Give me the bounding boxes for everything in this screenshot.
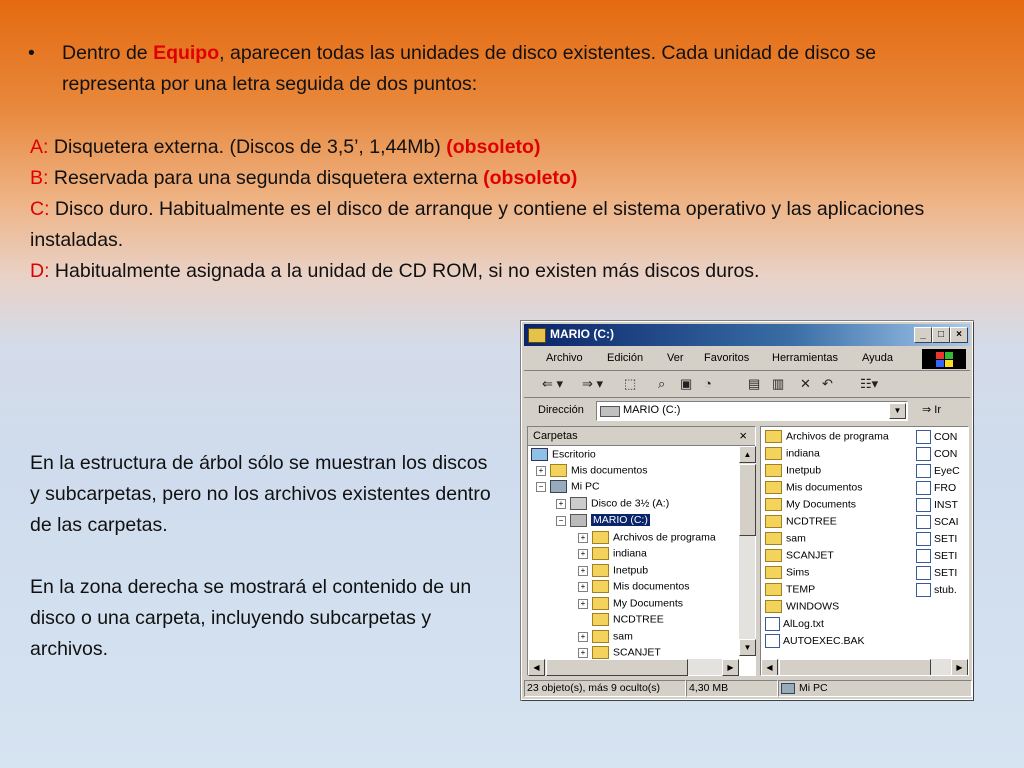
copy-to-icon[interactable]: ▥: [772, 376, 785, 391]
folders-pane-header: [528, 427, 755, 446]
floppy-icon: [570, 497, 587, 510]
folder-icon: [765, 481, 782, 494]
contents-hscrollbar[interactable]: [761, 659, 968, 675]
list-item[interactable]: [765, 583, 815, 596]
delete-icon[interactable]: ✕: [800, 376, 811, 391]
tree-label: MARIO (C:): [593, 514, 648, 527]
text-file-icon: [765, 617, 780, 631]
collapse-icon[interactable]: −: [556, 516, 566, 526]
item-label: Inetpub: [786, 464, 822, 477]
windows-logo-icon: [922, 349, 966, 369]
file-icon: [916, 532, 931, 546]
folder-icon: [765, 549, 782, 562]
bullet-keyword: Equipo: [153, 42, 220, 64]
list-item[interactable]: [916, 498, 958, 512]
list-item[interactable]: [765, 447, 820, 460]
file-icon: [916, 464, 931, 478]
status-objects: 23 objeto(s), más 9 oculto(s): [524, 680, 686, 697]
drive-tag: (obsoleto): [446, 136, 541, 158]
folder-icon: [592, 531, 609, 544]
history-icon[interactable]: ◔: [704, 376, 712, 391]
item-label: CON: [934, 447, 958, 460]
undo-icon[interactable]: ↶: [822, 376, 833, 391]
menu-bar: [524, 348, 970, 371]
file-icon: [916, 583, 931, 597]
list-item[interactable]: [916, 481, 956, 495]
expand-icon[interactable]: +: [556, 499, 566, 509]
drive-letter: D:: [30, 260, 50, 282]
item-label: sam: [786, 532, 806, 545]
list-item[interactable]: [916, 549, 957, 563]
tree-item[interactable]: [578, 564, 648, 577]
address-input[interactable]: [596, 401, 908, 421]
address-label: Dirección: [538, 404, 584, 416]
tree-item[interactable]: [578, 547, 647, 560]
folder-icon: [592, 547, 609, 560]
list-item[interactable]: [765, 430, 889, 443]
folder-icon: [765, 498, 782, 511]
tree-item[interactable]: [578, 531, 716, 544]
drive-icon: [528, 328, 546, 343]
address-bar: [524, 399, 970, 423]
tree-label: Mi PC: [571, 480, 600, 493]
drive-desc: Disquetera externa. (Discos de 3,5’, 1,44Mb): [48, 136, 447, 158]
tree-label: sam: [613, 630, 633, 643]
drive-letter: A:: [30, 136, 49, 158]
expand-icon[interactable]: +: [578, 648, 588, 658]
item-label: My Documents: [786, 498, 857, 511]
item-label: INST: [934, 498, 958, 511]
back-icon[interactable]: ⇐ ▾: [542, 376, 564, 391]
tree-item[interactable]: [556, 497, 669, 510]
item-label: Sims: [786, 566, 810, 579]
folder-icon: [765, 583, 782, 596]
move-to-icon[interactable]: ▤: [748, 376, 761, 391]
scroll-left-icon[interactable]: ◀: [761, 659, 778, 676]
file-icon: [765, 634, 780, 648]
expand-icon[interactable]: +: [578, 549, 588, 559]
go-button[interactable]: ⇒ Ir: [922, 404, 942, 416]
file-icon: [916, 447, 931, 461]
list-item[interactable]: [765, 549, 834, 562]
tree-label: Disco de 3½ (A:): [591, 497, 670, 510]
tree-item[interactable]: [578, 597, 683, 610]
file-icon: [916, 481, 931, 495]
explanation-text: [30, 448, 500, 665]
item-label: Mis documentos: [786, 481, 863, 494]
scroll-thumb[interactable]: [779, 659, 931, 676]
list-item[interactable]: [916, 583, 957, 597]
tree-item[interactable]: [578, 630, 633, 643]
list-item[interactable]: [916, 515, 959, 529]
expand-icon[interactable]: +: [578, 566, 588, 576]
scroll-thumb[interactable]: [546, 659, 688, 676]
go-label: Ir: [934, 404, 942, 416]
folder-icon: [592, 646, 609, 659]
tree-label: Escritorio: [552, 448, 596, 461]
scroll-right-icon[interactable]: ▶: [722, 659, 739, 676]
folders-pane-title: Carpetas: [533, 430, 578, 442]
list-item[interactable]: [916, 566, 957, 580]
drive-item-d: [30, 256, 990, 287]
file-icon: [916, 549, 931, 563]
explorer-window: [521, 321, 973, 700]
menu-edicion[interactable]: Edición: [607, 352, 644, 364]
maximize-button[interactable]: □: [932, 327, 950, 343]
scroll-up-icon[interactable]: ▲: [739, 446, 756, 463]
item-label: stub.: [934, 583, 957, 596]
expand-icon[interactable]: +: [536, 466, 546, 476]
file-icon: [916, 498, 931, 512]
file-icon: [916, 430, 931, 444]
computer-icon: [550, 480, 567, 493]
tree-item[interactable]: [536, 480, 600, 493]
tree-label: My Documents: [613, 597, 684, 610]
bullet-dot: •: [28, 42, 35, 64]
tree-label: Archivos de programa: [613, 531, 716, 544]
item-label: CON: [934, 430, 958, 443]
scroll-left-icon[interactable]: ◀: [528, 659, 545, 676]
status-location-label: Mi PC: [799, 682, 828, 694]
contents-pane: [760, 426, 969, 676]
menu-favoritos[interactable]: Favoritos: [704, 352, 750, 364]
folder-icon: [592, 580, 609, 593]
tree-label: Mis documentos: [613, 580, 690, 593]
chevron-down-icon[interactable]: ▼: [889, 403, 906, 419]
menu-ayuda[interactable]: Ayuda: [862, 352, 893, 364]
tree-label: NCDTREE: [613, 613, 664, 626]
drive-icon: [600, 406, 620, 417]
tree-label: indiana: [613, 547, 647, 560]
item-label: FRO: [934, 481, 957, 494]
tree-item[interactable]: [531, 448, 596, 461]
tree-hscrollbar[interactable]: [528, 659, 739, 675]
item-label: SCAI: [934, 515, 959, 528]
close-button[interactable]: ×: [950, 327, 968, 343]
drive-item-c: [30, 194, 990, 256]
tree-label: Mis documentos: [571, 464, 648, 477]
list-item[interactable]: [765, 498, 856, 511]
menu-archivo[interactable]: Archivo: [546, 352, 583, 364]
tree-explanation: En la estructura de árbol sólo se muestran los discos y subcarpetas, pero no los archivos existentes dentro de las carpetas.: [30, 452, 491, 536]
folder-icon: [765, 566, 782, 579]
item-label: indiana: [786, 447, 820, 460]
folder-icon: [592, 564, 609, 577]
drive-list: [30, 132, 990, 287]
menu-ver[interactable]: Ver: [667, 352, 684, 364]
status-size: 4,30 MB: [686, 680, 778, 697]
list-item[interactable]: [765, 515, 837, 528]
drive-item-a: [30, 132, 990, 163]
drive-item-b: [30, 163, 990, 194]
tree-item-selected[interactable]: [556, 514, 650, 527]
item-label: AUTOEXEC.BAK: [783, 634, 865, 647]
folder-icon: [592, 613, 609, 626]
tree-item[interactable]: [578, 646, 661, 659]
content-explanation: En la zona derecha se mostrará el contenido de un disco o una carpeta, incluyendo subcarpetas y archivos.: [30, 576, 472, 660]
computer-icon: [781, 683, 795, 694]
views-icon[interactable]: ☷▾: [860, 376, 879, 391]
folder-icon: [765, 532, 782, 545]
file-icon: [916, 566, 931, 580]
folder-icon: [765, 464, 782, 477]
scroll-down-icon[interactable]: ▼: [739, 639, 756, 656]
bullet-pre: Dentro de: [62, 42, 154, 64]
item-label: SETI: [934, 566, 958, 579]
scroll-thumb[interactable]: [739, 464, 756, 536]
forward-icon[interactable]: ⇒ ▾: [582, 376, 604, 391]
menu-herramientas[interactable]: Herramientas: [772, 352, 839, 364]
folder-icon: [765, 600, 782, 613]
folder-icon: [550, 464, 567, 477]
minimize-button[interactable]: _: [914, 327, 932, 343]
file-icon: [916, 515, 931, 529]
item-label: SCANJET: [786, 549, 834, 562]
item-label: AlLog.txt: [783, 617, 824, 630]
tree-item[interactable]: [592, 613, 664, 626]
drive-letter: C:: [30, 198, 50, 220]
list-item[interactable]: [916, 532, 957, 546]
drive-desc: Habitualmente asignada a la unidad de CD ROM, si no existen más discos duros.: [49, 260, 760, 282]
folder-icon: [592, 597, 609, 610]
up-folder-icon[interactable]: ⬚: [624, 376, 637, 391]
expand-icon[interactable]: +: [578, 632, 588, 642]
folders-icon[interactable]: ▣: [680, 376, 693, 391]
toolbar: [524, 371, 970, 398]
list-item[interactable]: [765, 532, 806, 545]
tree-label: SCANJET: [613, 646, 661, 659]
folder-icon: [592, 630, 609, 643]
list-item[interactable]: [765, 617, 824, 631]
drive-tag: (obsoleto): [483, 167, 578, 189]
title-bar[interactable]: [524, 324, 970, 346]
close-pane-icon[interactable]: ×: [739, 428, 747, 443]
list-item[interactable]: [765, 634, 865, 648]
expand-icon[interactable]: +: [578, 533, 588, 543]
folder-icon: [765, 447, 782, 460]
drive-icon: [570, 514, 587, 527]
folder-icon: [765, 430, 782, 443]
tree-item[interactable]: [536, 464, 647, 477]
scroll-right-icon[interactable]: ▶: [951, 659, 968, 676]
spacer: [30, 541, 500, 572]
desktop-icon: [531, 448, 548, 461]
expand-icon[interactable]: +: [578, 582, 588, 592]
bullet-post: , aparecen todas las unidades de disco existentes. Cada unidad de disco se representa por una letra seguida de dos puntos:: [62, 42, 877, 95]
list-item[interactable]: [765, 481, 862, 494]
item-label: Archivos de programa: [786, 430, 889, 443]
list-item[interactable]: [765, 600, 839, 613]
collapse-icon[interactable]: −: [536, 482, 546, 492]
drive-letter: B:: [30, 167, 49, 189]
item-label: WINDOWS: [786, 600, 840, 613]
tree-label: Inetpub: [613, 564, 649, 577]
address-value: MARIO (C:): [623, 404, 681, 416]
item-label: NCDTREE: [786, 515, 837, 528]
item-label: SETI: [934, 549, 958, 562]
status-location: [778, 680, 972, 697]
status-bar: [524, 679, 970, 697]
drive-desc: Disco duro. Habitualmente es el disco de arranque y contiene el sistema operativo y las aplicaciones instaladas.: [30, 198, 925, 251]
list-item[interactable]: [765, 566, 809, 579]
list-item[interactable]: [916, 447, 957, 461]
list-item[interactable]: [916, 464, 960, 478]
search-icon[interactable]: ⌕: [658, 376, 666, 391]
folders-pane: [527, 426, 756, 676]
bullet-paragraph: [28, 38, 968, 100]
item-label: SETI: [934, 532, 958, 545]
drive-desc: Reservada para una segunda disquetera externa: [48, 167, 484, 189]
expand-icon[interactable]: +: [578, 599, 588, 609]
window-title: MARIO (C:): [550, 327, 614, 341]
tree-item[interactable]: [578, 580, 689, 593]
item-label: EyeC: [934, 464, 960, 477]
folder-icon: [765, 515, 782, 528]
tree-scrollbar[interactable]: [739, 446, 755, 656]
item-label: TEMP: [786, 583, 816, 596]
list-item[interactable]: [916, 430, 957, 444]
list-item[interactable]: [765, 464, 821, 477]
